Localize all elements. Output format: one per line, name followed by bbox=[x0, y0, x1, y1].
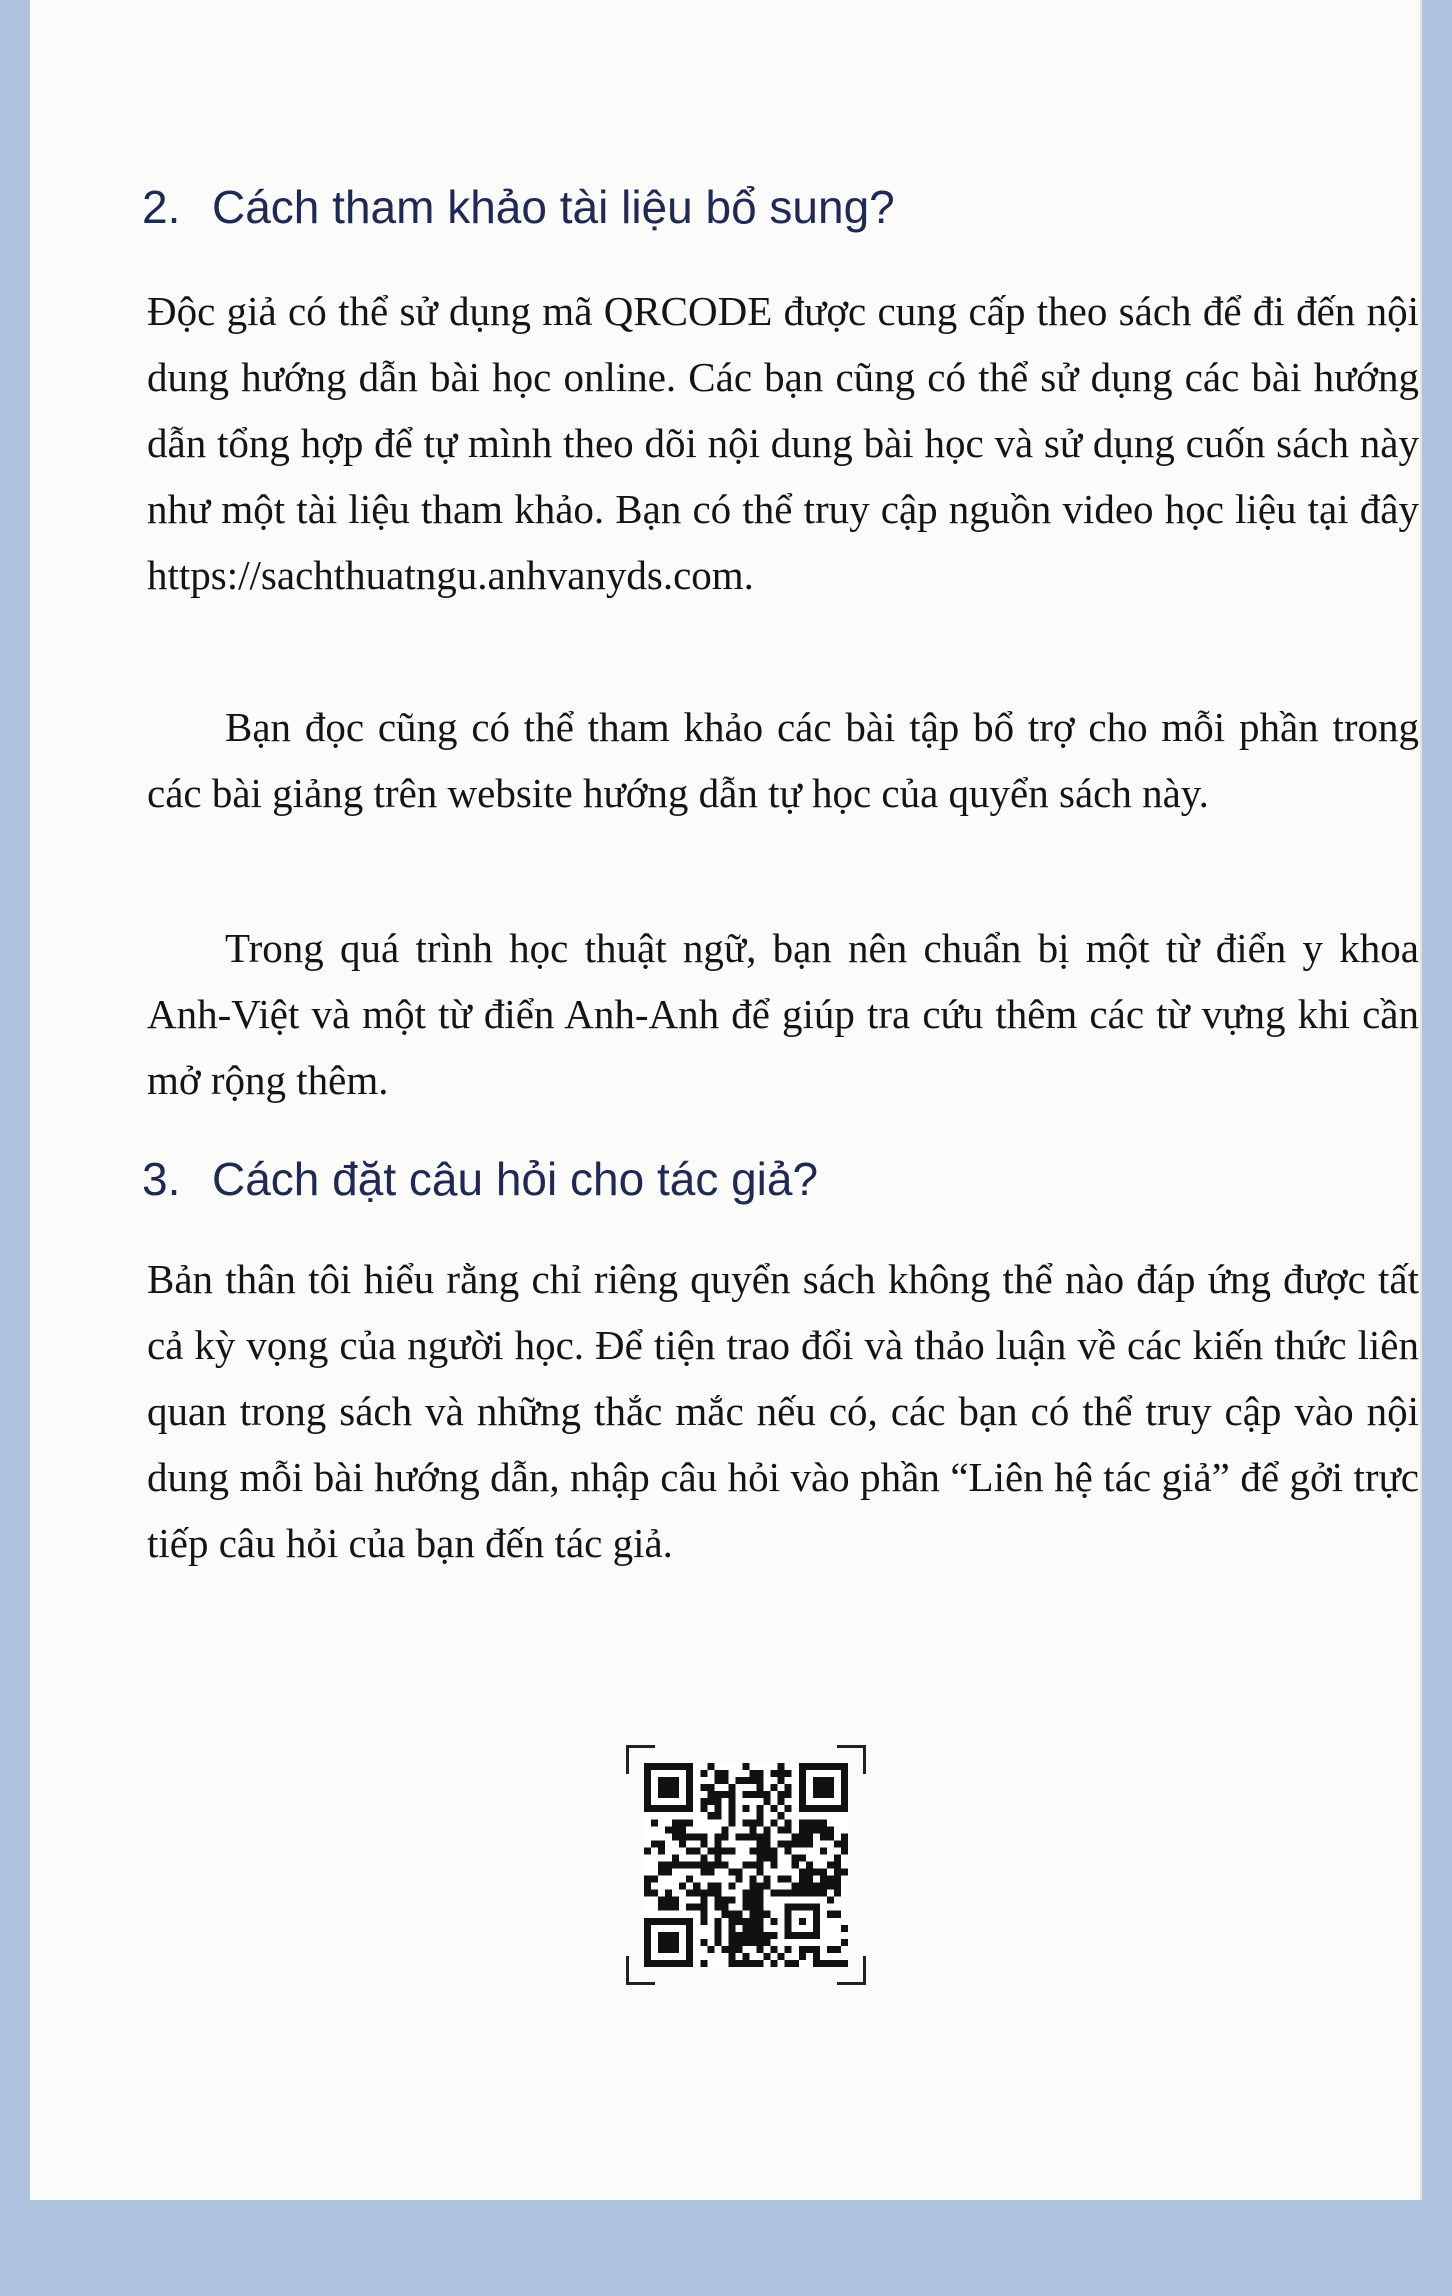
section-3-number: 3. bbox=[142, 1153, 181, 1205]
section-3-title: Cách đặt câu hỏi cho tác giả? bbox=[212, 1153, 819, 1205]
section-3-paragraph-1: Bản thân tôi hiểu rằng chỉ riêng quyển sách không thể nào đáp ứng được tất cả kỳ vọng của người học. Để tiện trao đổi và thảo luận về các kiến thức liên quan trong sách và những thắc mắc nếu có, các bạn có thể truy cập vào nội dung mỗi bài hướng dẫn, nhập câu hỏi vào phần “Liên hệ tác giả” để gởi trực tiếp câu hỏi của bạn đến tác giả. bbox=[147, 1256, 1419, 1566]
book-page bbox=[30, 0, 1422, 2200]
section-2-paragraph-3: Trong quá trình học thuật ngữ, bạn nên chuẩn bị một từ điển y khoa Anh-Việt và một từ điển Anh-Anh để giúp tra cứu thêm các từ vựng khi cần mở rộng thêm. bbox=[147, 925, 1419, 1103]
section-3-heading bbox=[142, 1152, 818, 1206]
section-2-heading bbox=[142, 180, 895, 234]
section-2-paragraph-1: Độc giả có thể sử dụng mã QRCODE được cung cấp theo sách để đi đến nội dung hướng dẫn bài học online. Các bạn cũng có thể sử dụng các bài hướng dẫn tổng hợp để tự mình theo dõi nội dung bài học và sử dụng cuốn sách này như một tài liệu tham khảo. Bạn có thể truy cập nguồn video học liệu tại đây https://sachthuatngu.anhvanyds.com. bbox=[147, 288, 1419, 598]
qr-code[interactable] bbox=[626, 1745, 866, 1985]
section-2-paragraph-2: Bạn đọc cũng có thể tham khảo các bài tập bổ trợ cho mỗi phần trong các bài giảng trên website hướng dẫn tự học của quyển sách này. bbox=[147, 704, 1419, 816]
section-2-title: Cách tham khảo tài liệu bổ sung? bbox=[212, 181, 895, 233]
section-2-number: 2. bbox=[142, 181, 181, 233]
qr-code-icon bbox=[644, 1763, 848, 1967]
